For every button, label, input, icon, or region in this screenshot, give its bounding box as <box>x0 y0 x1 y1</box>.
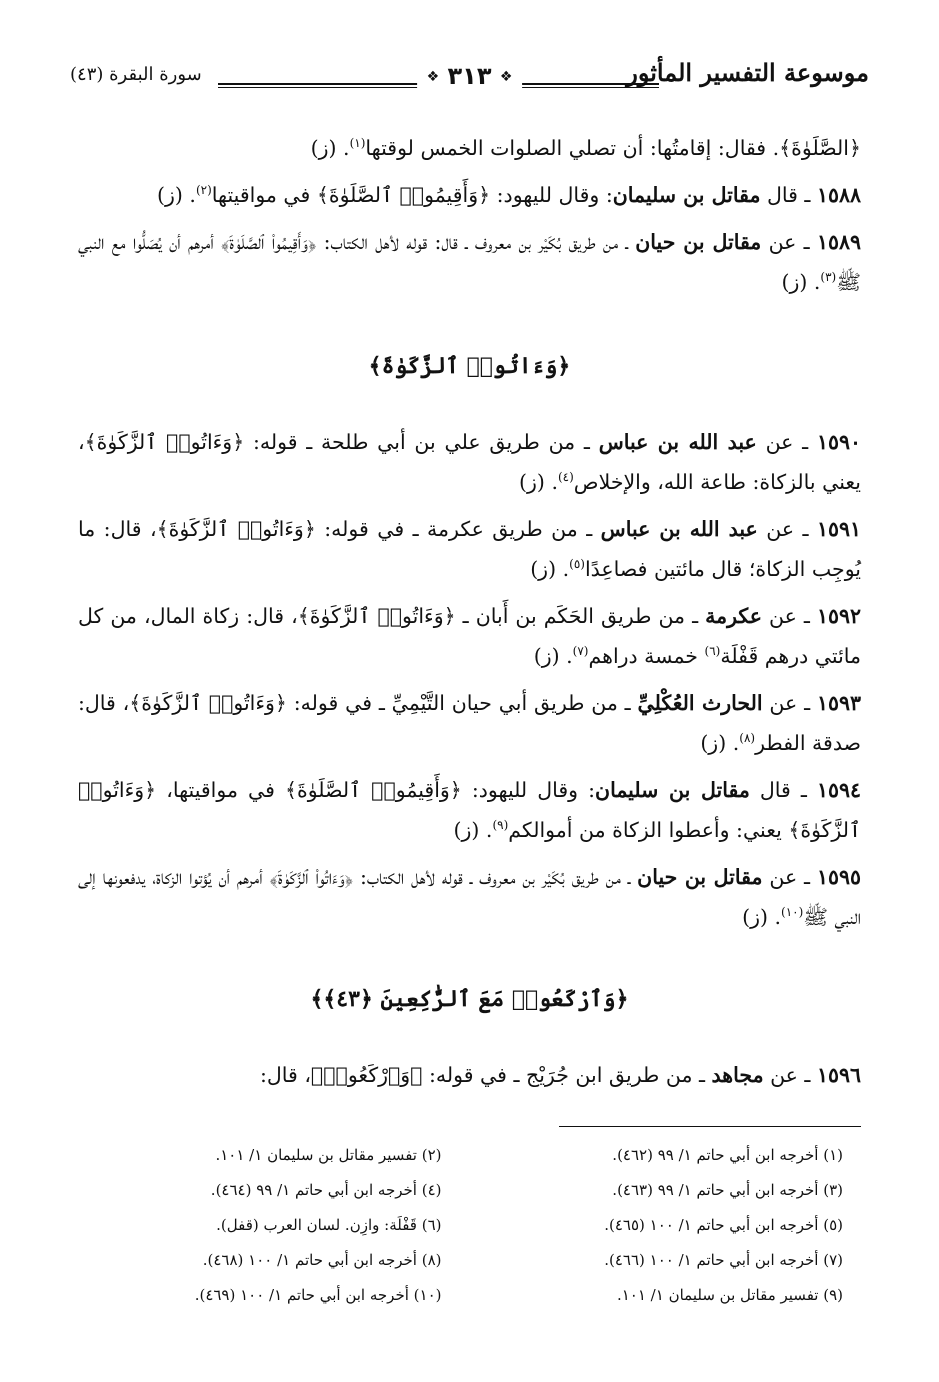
footnote: (٢) تفسير مقاتل بن سليمان ١/ ١٠١. <box>215 1146 442 1164</box>
entry-number: ١٥٩٠ <box>816 430 861 454</box>
entry-number: ١٥٨٨ <box>816 183 861 207</box>
footnote-ref: (٧) <box>572 644 589 659</box>
entry-1592: ١٥٩٢ ـ عن عكرمة ـ من طريق الحَكَم بن أَبان ـ ﴿وَءَاتُوا۟ ٱلزَّكَوٰةَ﴾، قال: زكاة المال، من كل مائتي درهم قَفْلَة$^{(٦)}$ خمسة دراهم$^{(٧)}$. (ز) <box>78 604 861 668</box>
entry-1595: ١٥٩٥ ـ عن مقاتل بن حيان ـ من طريق بُكَيْر بن معروف ـ قوله لأهل الكتاب: ﴿وَءَاتُوا۟ ٱلزَّكَوٰةَ﴾ أمرهم أن يُؤتوا الزكاة، يدفعونها إلى النبي ﷺ$^{(١٠)}$. (ز) <box>78 865 861 929</box>
footnote: (١) أخرجه ابن أبي حاتم ١/ ٩٩ (٤٦٢). <box>612 1146 843 1164</box>
narrator-name: مقاتل بن حيان <box>637 865 763 889</box>
verse-heading: ﴿وَءَاتُوا۟ ٱلزَّكَوٰةَ﴾ <box>368 353 571 379</box>
footnote-ref: (٩) <box>492 818 509 833</box>
footnotes <box>78 1138 861 1313</box>
entry-1594: ١٥٩٤ ـ قال مقاتل بن سليمان: وقال لليهود: ﴿وَأَقِيمُوا۟ ٱلصَّلَوٰةَ﴾ في مواقيتها، ﴿وَءَاتُوا۟ ٱلزَّكَوٰةَ﴾ يعني: وأعطوا الزكاة من أموالكم$^{(٩)}$. (ز) <box>78 778 861 842</box>
narrator-name: عبد الله بن عباس <box>598 430 757 454</box>
ornament-icon: ❖ <box>499 69 513 85</box>
footnote-ref: (٤) <box>557 470 574 485</box>
footnote-separator <box>559 1126 861 1127</box>
footnote: (٣) أخرجه ابن أبي حاتم ١/ ٩٩ (٤٦٣). <box>612 1181 843 1199</box>
narrator-name: مقاتل بن سليمان <box>595 778 750 802</box>
footnote: (٦) قَفْلَة: وازِن. لسان العرب (قفل). <box>216 1216 442 1234</box>
narrator-name: الحارث العُكْلِيِّ <box>637 691 763 715</box>
entry-number: ١٥٩١ <box>816 517 861 541</box>
entry-number: ١٥٨٩ <box>816 230 861 254</box>
footnote-ref: (٥) <box>569 557 585 572</box>
narrator-name: عكرمة <box>705 604 762 628</box>
entry-number: ١٥٩٣ <box>816 691 861 715</box>
page-body <box>78 128 861 1102</box>
paragraph-continued: ﴿الصَّلَوٰةَ﴾. فقال: إقامتُها: أن تصلي الصلوات الخمس لوقتها$^{(١)}$. (ز) <box>310 136 861 160</box>
narrator-name: مجاهد <box>711 1063 764 1087</box>
footnote-ref: (١) <box>349 136 366 151</box>
narrator-name: مقاتل بن حيان <box>635 230 762 254</box>
footnote: (١٠) أخرجه ابن أبي حاتم ١/ ١٠٠ (٤٦٩). <box>194 1286 442 1304</box>
entry-1593: ١٥٩٣ ـ عن الحارث العُكْلِيِّ ـ من طريق أبي حيان التَّيْمِيِّ ـ في قوله: ﴿وَءَاتُوا۟ ٱلزَّكَوٰةَ﴾، قال: صدقة الفطر$^{(٨)}$. (ز) <box>78 691 861 755</box>
entry-1590: ١٥٩٠ ـ عن عبد الله بن عباس ـ من طريق علي بن أبي طلحة ـ قوله: ﴿وَءَاتُوا۟ ٱلزَّكَوٰةَ﴾، يعني بالزكاة: طاعة الله، والإخلاص$^{(٤)}$. (ز) <box>78 430 861 494</box>
entry-number: ١٥٩٤ <box>816 778 861 802</box>
footnote: (٨) أخرجه ابن أبي حاتم ١/ ١٠٠ (٤٦٨). <box>202 1251 442 1269</box>
entry-number: ١٥٩٦ <box>816 1063 861 1087</box>
entry-number: ١٥٩٥ <box>816 865 861 889</box>
narrator-name: عبد الله بن عباس <box>600 517 758 541</box>
footnote: (٤) أخرجه ابن أبي حاتم ١/ ٩٩ (٤٦٤). <box>210 1181 442 1199</box>
entry-number: ١٥٩٢ <box>816 604 861 628</box>
surah-label: سورة البقرة (٤٣) <box>70 64 202 85</box>
entry-1591: ١٥٩١ ـ عن عبد الله بن عباس ـ من طريق عكرمة ـ في قوله: ﴿وَءَاتُوا۟ ٱلزَّكَوٰةَ﴾، قال: ما يُوجِب الزكاة؛ قال مائتين فصاعِدًا$^{(٥)}$. (ز) <box>78 517 861 581</box>
book-title: موسوعة التفسير المأثور <box>626 58 869 87</box>
page-number-text: ٣١٣ <box>447 62 492 90</box>
entry-1589: ١٥٨٩ ـ عن مقاتل بن حيان ـ من طريق بُكَيْر بن معروف ـ قال: قوله لأهل الكتاب: ﴿وَأَقِيمُوا۟ ٱلصَّلَوٰةَ﴾ أمرهم أن يُصَلُّوا مع النبي ﷺ$^{(٣)}$. (ز) <box>78 230 861 294</box>
footnote-ref: (٨) <box>739 731 756 746</box>
narrator-name: مقاتل بن سليمان <box>612 183 761 207</box>
page-number <box>417 62 523 90</box>
verse-heading: ﴿وَٱرْكَعُوا۟ مَعَ ٱلرَّٰكِعِينَ ﴿٤٣﴾﴾ <box>310 986 629 1012</box>
footnote-ref: (٣) <box>820 270 837 285</box>
footnote: (٩) تفسير مقاتل بن سليمان ١/ ١٠١. <box>616 1286 843 1304</box>
header-rule-left <box>218 83 444 88</box>
page-header <box>70 52 869 96</box>
ornament-icon: ❖ <box>426 69 440 85</box>
entry-1596: ١٥٩٦ ـ عن مجاهد ـ من طريق ابن جُرَيْج ـ في قوله: ﴿وَٱرْكَعُوا۟﴾، قال: <box>259 1063 861 1087</box>
footnote: (٧) أخرجه ابن أبي حاتم ١/ ١٠٠ (٤٦٦). <box>604 1251 843 1269</box>
footnote-ref: (١٠) <box>781 905 804 920</box>
footnote: (٥) أخرجه ابن أبي حاتم ١/ ١٠٠ (٤٦٥). <box>604 1216 843 1234</box>
footnote-ref: (٢) <box>195 183 212 198</box>
entry-1588: ١٥٨٨ ـ قال مقاتل بن سليمان: وقال لليهود: ﴿وَأَقِيمُوا۟ ٱلصَّلَوٰةَ﴾ في مواقيتها$^{(٢)}$. (ز) <box>157 183 861 207</box>
footnote-ref: (٦) <box>704 644 721 659</box>
